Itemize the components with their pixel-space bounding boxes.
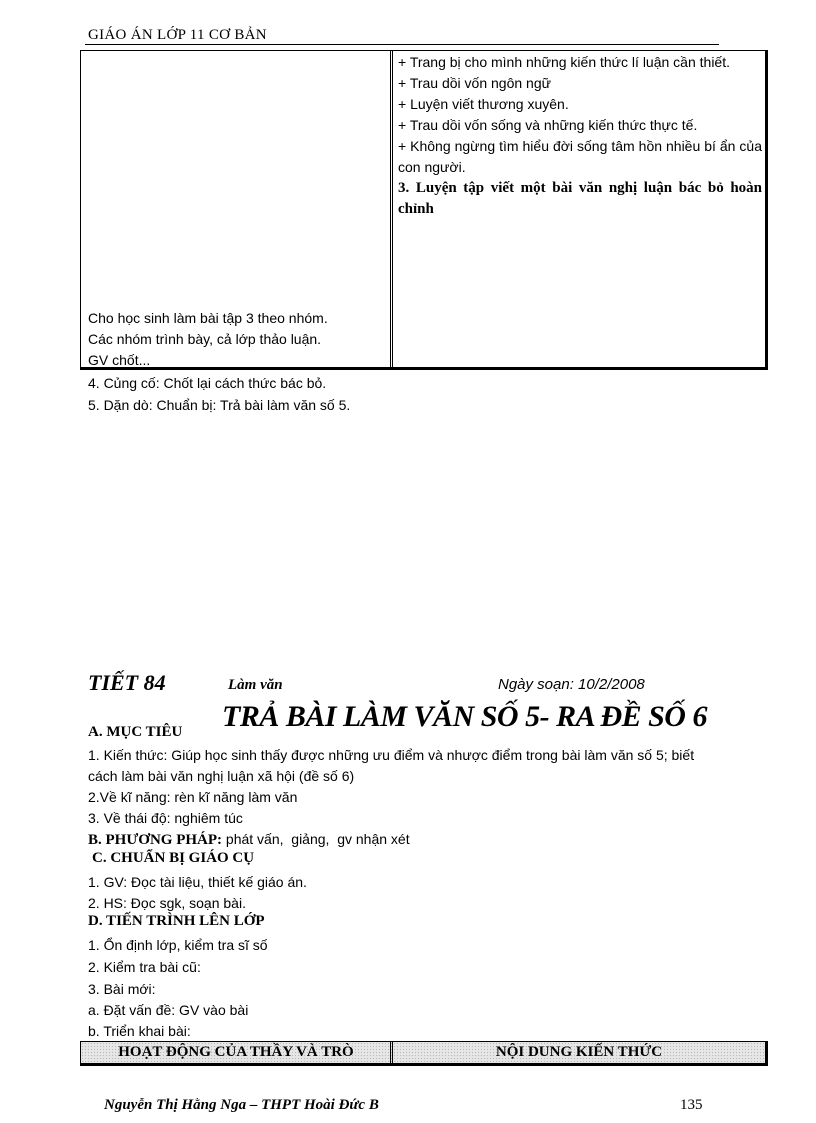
section-d-line: 1. Ổn định lớp, kiểm tra sĩ số — [88, 937, 268, 953]
header-rule — [85, 44, 719, 45]
section-d-heading: D. TIẾN TRÌNH LÊN LỚP — [88, 913, 265, 929]
left-cell-line: Các nhóm trình bày, cả lớp thảo luận. — [88, 331, 322, 347]
page-number: 135 — [680, 1097, 703, 1113]
section-c-line: 1. GV: Đọc tài liệu, thiết kế giáo án. — [88, 874, 307, 890]
lesson-number: TIẾT 84 — [88, 670, 166, 695]
left-cell-line: GV chốt... — [88, 352, 151, 368]
right-cell-line: + Không ngừng tìm hiểu đời sống tâm hồn nhiều bí ẩn của con người. — [398, 138, 762, 175]
right-cell-line: + Luyện viết thương xuyên. — [398, 96, 569, 112]
section-b — [88, 829, 410, 850]
column-header-activities: HOẠT ĐỘNG CỦA THẦY VÀ TRÒ — [118, 1044, 354, 1060]
right-cell-line: + Trang bị cho mình những kiến thức lí luận cần thiết. — [398, 54, 730, 70]
right-cell-line: + Trau dồi vốn ngôn ngữ — [398, 75, 551, 91]
section-d-line: a. Đặt vấn đề: GV vào bài — [88, 1002, 249, 1018]
left-cell-line: Cho học sinh làm bài tập 3 theo nhóm. — [88, 310, 328, 326]
lesson-title: TRẢ BÀI LÀM VĂN SỐ 5- RA ĐỀ SỐ 6 — [222, 700, 707, 733]
section-c-heading: C. CHUẨN BỊ GIÁO CỤ — [92, 850, 255, 866]
section-a-line: 2.Về kĩ năng: rèn kĩ năng làm văn — [88, 789, 298, 805]
footer-author: Nguyễn Thị Hằng Nga – THPT Hoài Đức B — [104, 1097, 379, 1113]
section-d-line: 3. Bài mới: — [88, 981, 156, 997]
homework-line: 5. Dặn dò: Chuẩn bị: Trả bài làm văn số 5. — [88, 397, 351, 413]
right-cell — [398, 52, 762, 220]
section-b-heading: B. PHƯƠNG PHÁP: — [88, 832, 223, 848]
section-d-line: 2. Kiểm tra bài cũ: — [88, 959, 201, 975]
section-a-line: 1. Kiến thức: Giúp học sinh thấy được những ưu điểm và nhược điểm trong bài làm văn số 5; biết — [88, 747, 695, 763]
section-b-text: phát vấn, giảng, gv nhận xét — [222, 831, 410, 847]
consolidation-line: 4. Củng cố: Chốt lại cách thức bác bỏ. — [88, 375, 327, 391]
left-cell — [88, 308, 384, 371]
section-a-line: cách làm bài văn nghị luận xã hội (đề số 6) — [88, 768, 355, 784]
section-d-line: b. Triển khai bài: — [88, 1023, 191, 1039]
right-cell-bold-heading: 3. Luyện tập viết một bài văn nghị luận bác bỏ hoàn chỉnh — [398, 180, 762, 217]
lesson-date: Ngày soạn: 10/2/2008 — [498, 676, 645, 693]
section-a-line: 3. Về thái độ: nghiêm túc — [88, 810, 243, 826]
section-a-heading: A. MỤC TIÊU — [88, 724, 183, 740]
lesson-type: Làm văn — [228, 677, 283, 693]
top-table-divider — [390, 50, 393, 370]
column-header-content: NỘI DUNG KIẾN THỨC — [495, 1044, 663, 1060]
section-c-line: 2. HS: Đọc sgk, soạn bài. — [88, 895, 246, 911]
activity-table-divider — [390, 1041, 393, 1066]
right-cell-line: + Trau dồi vốn sống và những kiến thức thực tế. — [398, 117, 698, 133]
header-title: GIÁO ÁN LỚP 11 CƠ BẢN — [88, 27, 267, 43]
